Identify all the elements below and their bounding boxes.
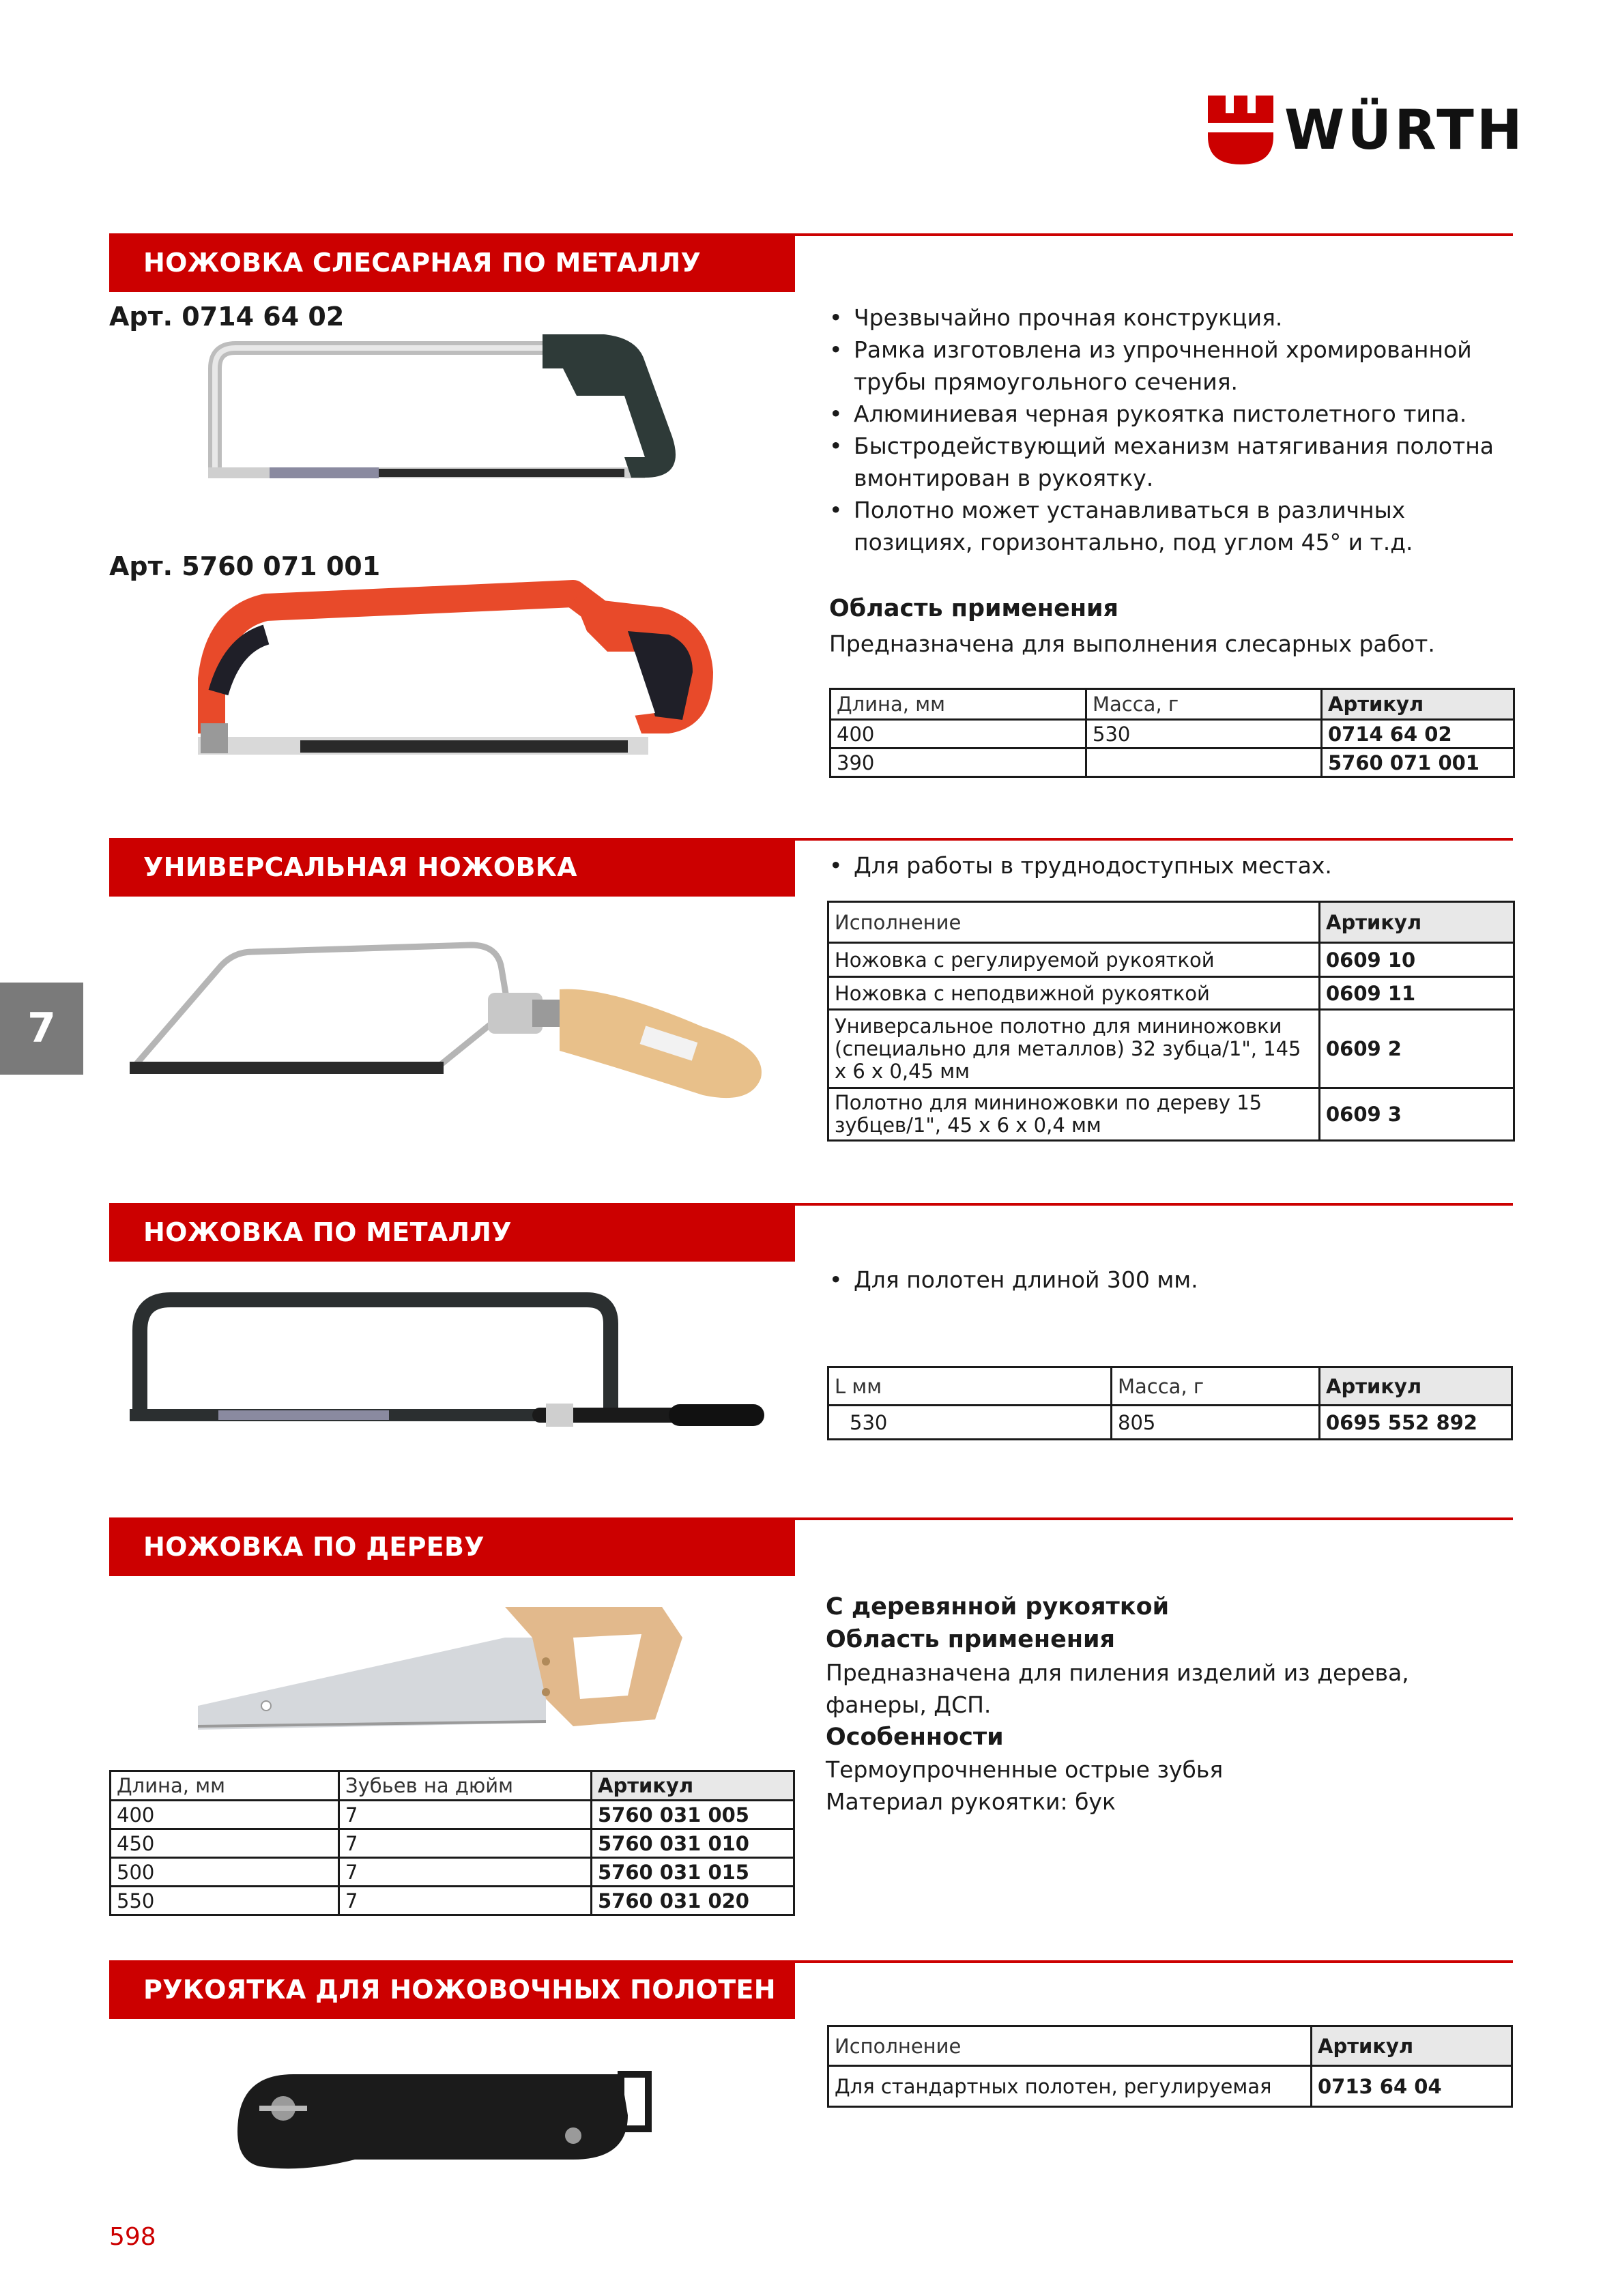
table-cell: 500 — [111, 1858, 339, 1887]
table-cell: Ножовка с регулируемой рукояткой — [828, 943, 1320, 977]
brand-logo — [1208, 96, 1525, 167]
table-row — [828, 943, 1514, 977]
table-cell: 5760 031 010 — [592, 1829, 794, 1858]
wood-saw-image — [191, 1597, 696, 1740]
spec-table — [109, 1770, 795, 1916]
table-header: Масса, г — [1112, 1367, 1320, 1406]
table-cell — [1086, 749, 1322, 777]
section-rule — [795, 1517, 1513, 1520]
table-row — [828, 1088, 1514, 1141]
table-header-row — [828, 1367, 1512, 1406]
table-cell: 5760 031 020 — [592, 1887, 794, 1915]
section-title: РУКОЯТКА ДЛЯ НОЖОВОЧНЫХ ПОЛОТЕН — [109, 1960, 795, 2019]
table-cell: 530 — [828, 1406, 1112, 1440]
spec-table — [827, 2025, 1513, 2108]
section-title: НОЖОВКА ПО ДЕРЕВУ — [109, 1517, 795, 1576]
feature-item: • Полотно может устанавливаться в различных позициях, горизонтально, под углом 45° и т.д. — [829, 494, 1512, 558]
spec-table — [827, 901, 1515, 1142]
table-cell: 550 — [111, 1887, 339, 1915]
table-cell: Для стандартных полотен, регулируемая — [828, 2066, 1312, 2107]
table-header: Длина, мм — [111, 1771, 339, 1801]
table-header: L мм — [828, 1367, 1112, 1406]
table-row — [111, 1887, 794, 1915]
table-header-row — [828, 2026, 1512, 2066]
application-text: Предназначена для пиления изделий из дерева, фанеры, ДСП. — [826, 1659, 1409, 1718]
table-cell: 400 — [830, 720, 1086, 749]
table-header: Исполнение — [828, 902, 1320, 943]
table-cell: 7 — [339, 1887, 592, 1915]
table-row — [828, 2066, 1512, 2107]
chapter-tab: 7 — [0, 983, 83, 1075]
feature-item: • Быстродействующий механизм натягивания полотна вмонтирован в рукоятку. — [829, 430, 1512, 494]
table-cell: 400 — [111, 1801, 339, 1829]
table-cell: 390 — [830, 749, 1086, 777]
table-header: Масса, г — [1086, 689, 1322, 720]
section-rule — [795, 1960, 1513, 1963]
table-cell: 450 — [111, 1829, 339, 1858]
table-row — [830, 720, 1514, 749]
wurth-logo-icon — [1208, 96, 1273, 164]
table-cell: 530 — [1086, 720, 1322, 749]
table-header: Зубьев на дюйм — [339, 1771, 592, 1801]
blade-handle-image — [218, 2047, 662, 2183]
feature-item: • Чрезвычайно прочная конструкция. — [829, 302, 1512, 334]
table-cell: 5760 071 001 — [1322, 749, 1514, 777]
hacksaw-image — [194, 321, 710, 491]
features-heading: Особенности — [826, 1724, 1004, 1751]
table-header: Длина, мм — [830, 689, 1086, 720]
section-rule — [795, 838, 1513, 841]
table-cell: Полотно для мининожовки по дереву 15 зубцев/1", 45 x 6 x 0,4 мм — [828, 1088, 1320, 1141]
section-title: НОЖОВКА СЛЕСАРНАЯ ПО МЕТАЛЛУ — [109, 233, 795, 292]
table-cell: 0609 2 — [1320, 1010, 1514, 1088]
section-rule — [795, 233, 1513, 236]
hacksaw-image — [191, 570, 723, 781]
feature-list — [829, 302, 1512, 558]
feature-list — [829, 849, 1512, 882]
table-cell: 7 — [339, 1858, 592, 1887]
table-cell: 0695 552 892 — [1320, 1406, 1512, 1440]
mini-hacksaw-image — [116, 907, 785, 1112]
article-label: Арт. 5760 071 001 — [109, 551, 381, 581]
section-title: НОЖОВКА ПО МЕТАЛЛУ — [109, 1203, 795, 1262]
application-heading: Область применения — [826, 1626, 1115, 1653]
article-label: Арт. 0714 64 02 — [109, 302, 345, 332]
page-number: 598 — [109, 2223, 156, 2251]
table-cell: 0609 3 — [1320, 1088, 1514, 1141]
feature-item: • Для полотен длиной 300 мм. — [829, 1264, 1512, 1296]
table-header: Исполнение — [828, 2026, 1312, 2066]
table-cell: 5760 031 015 — [592, 1858, 794, 1887]
table-row — [830, 749, 1514, 777]
table-cell: 0609 10 — [1320, 943, 1514, 977]
table-cell: 0713 64 04 — [1312, 2066, 1512, 2107]
table-cell: 7 — [339, 1829, 592, 1858]
feature-item: • Для работы в труднодоступных местах. — [829, 849, 1512, 882]
feature-text: Материал рукоятки: бук — [826, 1788, 1116, 1815]
table-header: Артикул — [1312, 2026, 1512, 2066]
table-cell: Ножовка с неподвижной рукояткой — [828, 977, 1320, 1010]
section-rule — [795, 1203, 1513, 1206]
table-header: Артикул — [1320, 1367, 1512, 1406]
feature-text: Термоупрочненные острые зубья — [826, 1756, 1224, 1783]
table-row — [111, 1829, 794, 1858]
section-title: УНИВЕРСАЛЬНАЯ НОЖОВКА — [109, 838, 795, 897]
table-cell: 0714 64 02 — [1322, 720, 1514, 749]
metal-saw-image — [123, 1276, 778, 1447]
table-row — [828, 1406, 1512, 1440]
table-row — [828, 977, 1514, 1010]
feature-item: • Рамка изготовлена из упрочненной хромированной трубы прямоугольного сечения. — [829, 334, 1512, 398]
table-header: Артикул — [1320, 902, 1514, 943]
table-cell: 0609 11 — [1320, 977, 1514, 1010]
brand-name: WÜRTH — [1284, 98, 1525, 162]
application-text: Предназначена для выполнения слесарных работ. — [829, 630, 1435, 657]
spec-table — [827, 1366, 1513, 1440]
table-cell: Универсальное полотно для мининожовки (специально для металлов) 32 зубца/1", 145 x 6 x 0,45 мм — [828, 1010, 1320, 1088]
table-row — [828, 1010, 1514, 1088]
table-cell: 5760 031 005 — [592, 1801, 794, 1829]
table-header-row — [828, 902, 1514, 943]
table-header-row — [830, 689, 1514, 720]
table-cell: 7 — [339, 1801, 592, 1829]
product-subtitle: С деревянной рукояткой — [826, 1593, 1170, 1621]
table-cell: 805 — [1112, 1406, 1320, 1440]
application-heading: Область применения — [829, 595, 1118, 622]
feature-item: • Алюминиевая черная рукоятка пистолетного типа. — [829, 398, 1512, 430]
feature-list — [829, 1264, 1512, 1296]
table-header: Артикул — [592, 1771, 794, 1801]
table-row — [111, 1801, 794, 1829]
table-header-row — [111, 1771, 794, 1801]
table-header: Артикул — [1322, 689, 1514, 720]
table-row — [111, 1858, 794, 1887]
spec-table — [829, 688, 1515, 778]
